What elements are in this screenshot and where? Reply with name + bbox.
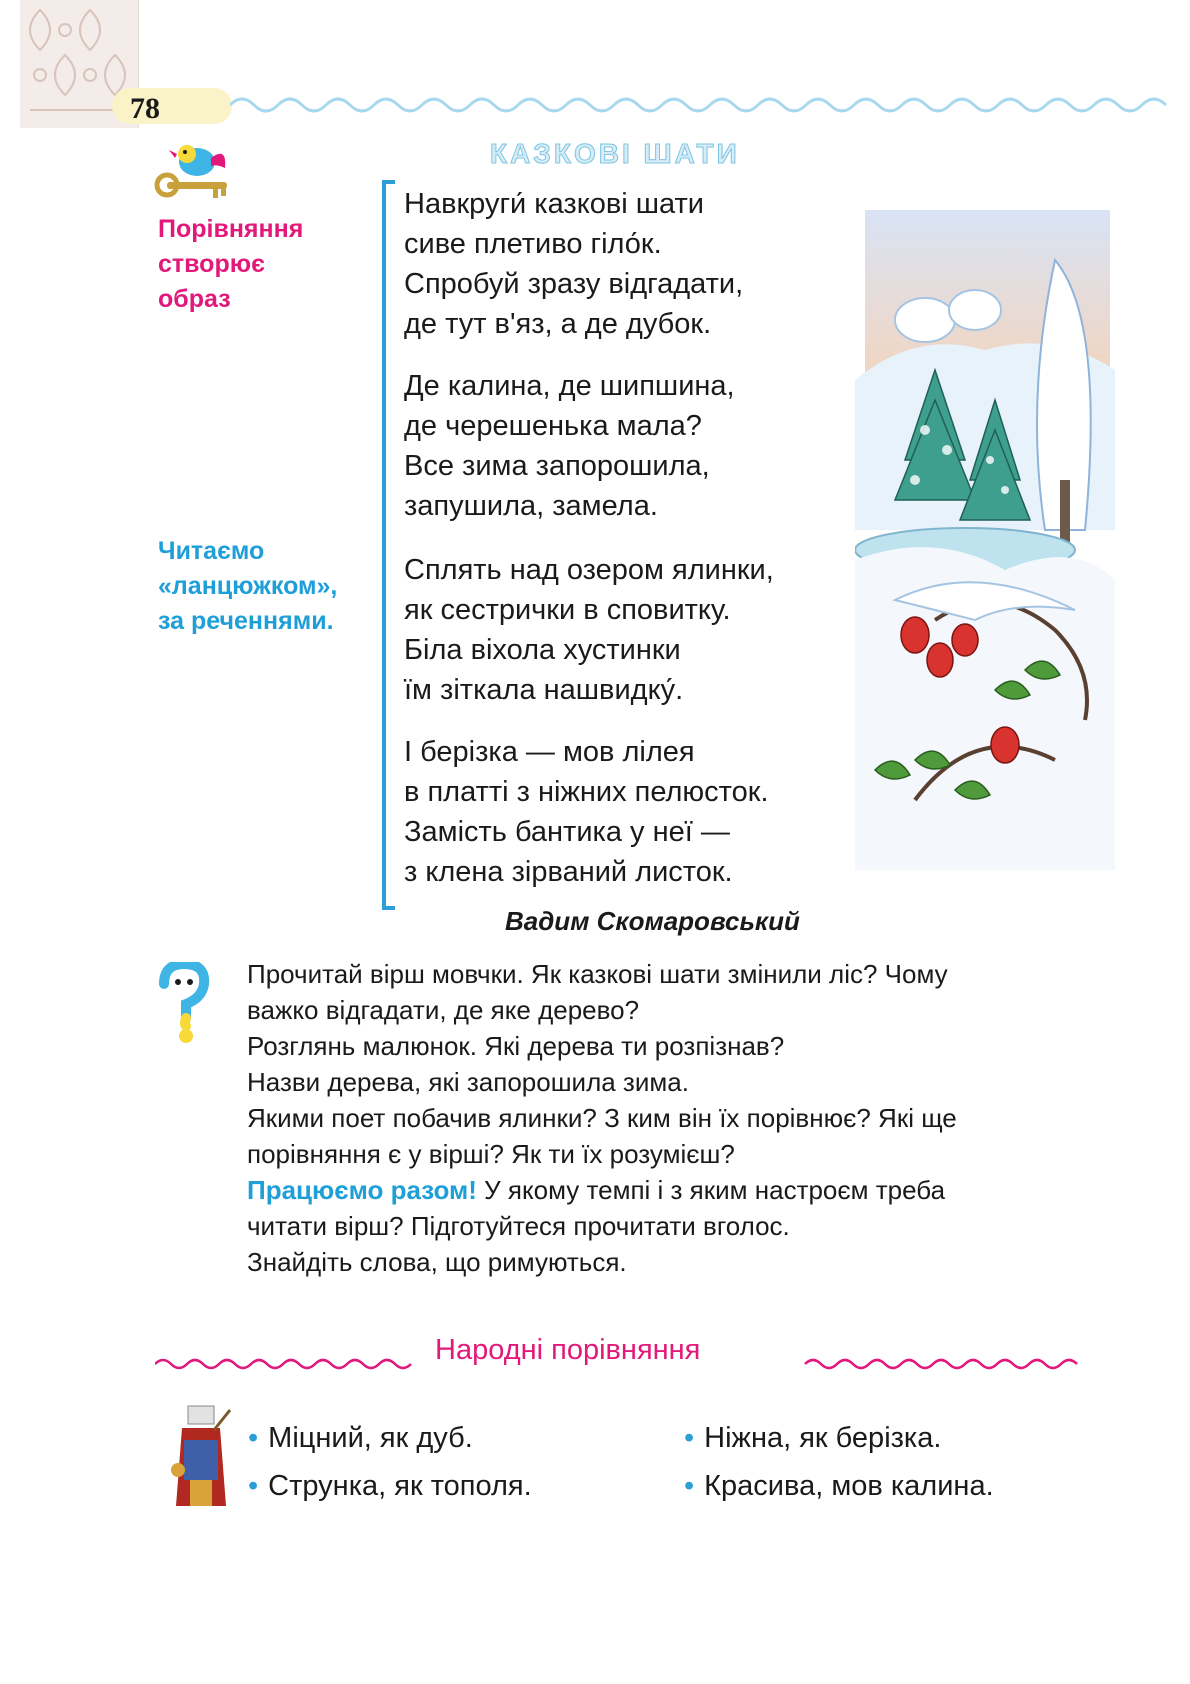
note-line: «ланцюжком», xyxy=(158,572,338,600)
key-bird-icon xyxy=(153,138,235,202)
poem-bracket xyxy=(382,180,395,910)
bullet-icon: • xyxy=(248,1422,259,1454)
poem-line: Спробуй зразу відгадати, xyxy=(404,268,744,300)
poem-line: І берізка — мов лілея xyxy=(404,736,695,768)
poem-line: в платті з ніжних пелюсток. xyxy=(404,776,769,808)
question-line: читати вірш? Підготуйтеся прочитати вголос. xyxy=(247,1211,790,1241)
simile-item xyxy=(684,1470,994,1503)
note-line: Читаємо xyxy=(158,537,265,565)
question-line: Розглянь малюнок. Які дерева ти розпізнав? xyxy=(247,1031,785,1061)
note-line: створює xyxy=(158,250,265,278)
poem-line: Біла віхола хустинки xyxy=(404,634,681,666)
poem-author: Вадим Скомаровський xyxy=(505,906,800,936)
simile-text: Красива, мов калина. xyxy=(704,1470,994,1502)
poem-stanza xyxy=(404,366,735,526)
margin-note-comparison xyxy=(158,212,303,317)
poem-stanza xyxy=(404,550,774,710)
poem-line: сиве плетиво гіло́к. xyxy=(404,228,662,260)
poem-line: Все зима запорошила, xyxy=(404,450,710,482)
poem-line: Навкруги́ казкові шати xyxy=(404,188,705,220)
bullet-icon: • xyxy=(248,1470,259,1502)
poem-line: Замість бантика у неї — xyxy=(404,816,730,848)
margin-note-chain-reading xyxy=(158,534,337,639)
poem-line: де черешенька мала? xyxy=(404,410,702,442)
question-line: порівняння є у вірші? Як ти їх розумієш? xyxy=(247,1139,735,1169)
poem-line: їм зіткала нашвидку́. xyxy=(404,674,684,706)
poem-line: Де калина, де шипшина, xyxy=(404,370,735,402)
note-line: образ xyxy=(158,285,231,313)
note-line: за реченнями. xyxy=(158,607,334,635)
page-number: 78 xyxy=(130,92,160,125)
simile-item xyxy=(248,1422,473,1455)
question-line: Прочитай вірш мовчки. Як казкові шати змінили ліс? Чому xyxy=(247,959,948,989)
bullet-icon: • xyxy=(684,1470,695,1502)
proverbs-title: Народні порівняння xyxy=(435,1334,701,1366)
poem-line: де тут в'яз, а де дубок. xyxy=(404,308,712,340)
question-mark-icon xyxy=(156,962,210,1044)
doll-icon xyxy=(170,1400,232,1512)
poem-title: КАЗКОВІ ШАТИ xyxy=(490,138,740,169)
poem-stanza xyxy=(404,732,769,892)
question-line: важко відгадати, де яке дерево? xyxy=(247,995,640,1025)
simile-text: Струнка, як тополя. xyxy=(268,1470,532,1502)
poem-line: запушила, замела. xyxy=(404,490,658,522)
questions-block xyxy=(247,956,1127,1280)
question-text: У якому темпі і з яким настроєм треба xyxy=(476,1175,946,1205)
bullet-icon: • xyxy=(684,1422,695,1454)
question-line: Знайдіть слова, що римуються. xyxy=(247,1247,627,1277)
simile-item xyxy=(248,1470,532,1503)
poem-line: як сестрички в сповитку. xyxy=(404,594,731,626)
question-line: Назви дерева, які запорошила зима. xyxy=(247,1067,689,1097)
work-together-label: Працюємо разом! xyxy=(247,1175,477,1205)
wave-divider xyxy=(230,90,1170,120)
poem-line: з клена зірваний листок. xyxy=(404,856,733,888)
question-line: Якими поет побачив ялинки? З ким він їх порівнює? Які ще xyxy=(247,1103,957,1133)
note-line: Порівняння xyxy=(158,215,304,243)
simile-text: Ніжна, як берізка. xyxy=(704,1422,942,1454)
simile-text: Міцний, як дуб. xyxy=(268,1422,473,1454)
poem-line: Сплять над озером ялинки, xyxy=(404,554,774,586)
simile-item xyxy=(684,1422,941,1455)
poem-stanza xyxy=(404,184,743,344)
question-line xyxy=(247,1172,1127,1208)
winter-landscape-illustration xyxy=(855,200,1115,870)
